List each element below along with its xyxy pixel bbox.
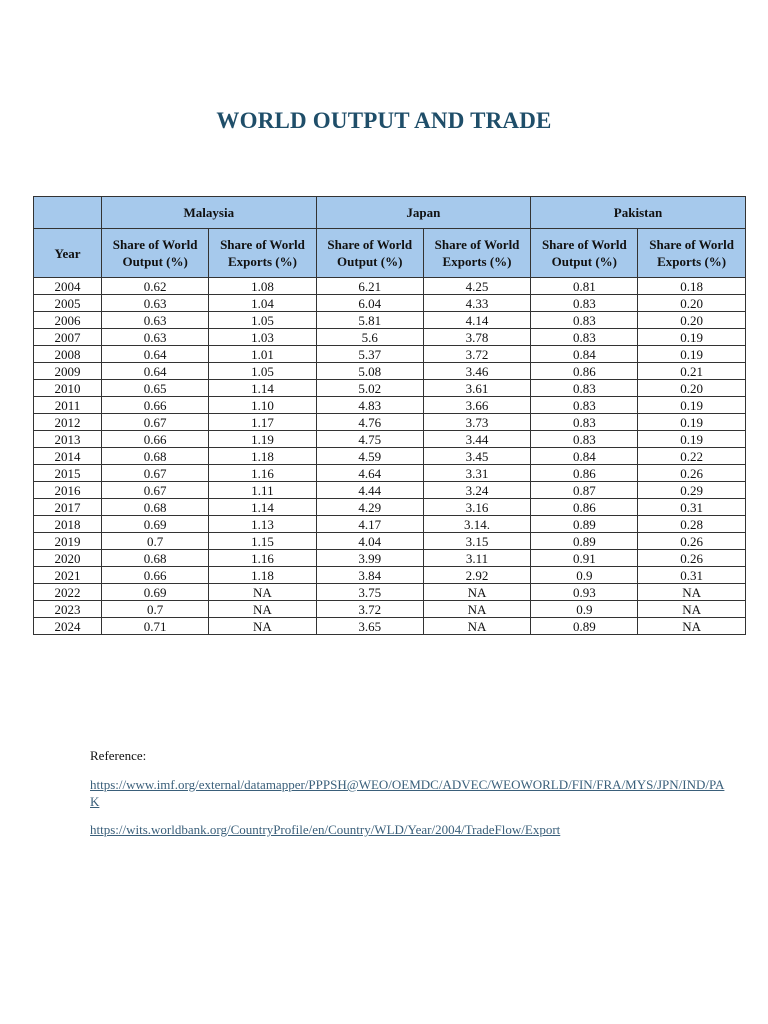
cell-malaysia-output: 0.66 [102,431,209,448]
cell-japan-output: 5.08 [316,363,423,380]
cell-pakistan-exports: 0.19 [638,431,745,448]
cell-japan-exports: 4.14 [423,312,530,329]
table-row [34,482,746,499]
cell-japan-output: 4.75 [316,431,423,448]
cell-japan-exports: 3.11 [423,550,530,567]
cell-malaysia-output: 0.69 [102,516,209,533]
cell-pakistan-exports: 0.28 [638,516,745,533]
cell-malaysia-exports: 1.17 [209,414,316,431]
cell-year: 2004 [34,278,102,295]
table-row [34,516,746,533]
cell-japan-exports: 3.45 [423,448,530,465]
cell-malaysia-output: 0.63 [102,329,209,346]
cell-year: 2013 [34,431,102,448]
cell-malaysia-output: 0.71 [102,618,209,635]
cell-japan-output: 5.37 [316,346,423,363]
cell-year: 2006 [34,312,102,329]
column-header-pakistan-exports: Share of World Exports (%) [638,229,745,278]
cell-japan-output: 5.02 [316,380,423,397]
cell-pakistan-output: 0.81 [531,278,638,295]
cell-pakistan-output: 0.89 [531,516,638,533]
cell-japan-exports: 4.33 [423,295,530,312]
cell-japan-exports: 3.66 [423,397,530,414]
cell-japan-exports: 3.16 [423,499,530,516]
table-row [34,346,746,363]
cell-japan-exports: NA [423,584,530,601]
cell-malaysia-output: 0.64 [102,346,209,363]
table-row [34,567,746,584]
cell-japan-exports: 3.61 [423,380,530,397]
cell-year: 2023 [34,601,102,618]
cell-japan-exports: 3.44 [423,431,530,448]
cell-pakistan-exports: NA [638,584,745,601]
year-header: Year [34,229,102,278]
table-row [34,448,746,465]
cell-pakistan-exports: 0.26 [638,533,745,550]
table-row [34,499,746,516]
cell-japan-output: 3.84 [316,567,423,584]
cell-japan-exports: 2.92 [423,567,530,584]
cell-pakistan-exports: 0.20 [638,312,745,329]
cell-pakistan-exports: 0.29 [638,482,745,499]
table-row [34,550,746,567]
reference-link-wits[interactable]: https://wits.worldbank.org/CountryProfile/en/Country/WLD/Year/2004/TradeFlow/Export [90,822,561,837]
table-row [34,618,746,635]
table-row [34,414,746,431]
table-row [34,584,746,601]
cell-japan-exports: NA [423,618,530,635]
cell-malaysia-exports: 1.16 [209,465,316,482]
country-header-row [34,197,746,229]
output-trade-table [33,196,746,635]
cell-year: 2017 [34,499,102,516]
cell-pakistan-output: 0.86 [531,465,638,482]
cell-malaysia-output: 0.68 [102,448,209,465]
cell-japan-exports: 3.15 [423,533,530,550]
cell-pakistan-exports: 0.31 [638,567,745,584]
cell-japan-exports: 3.78 [423,329,530,346]
cell-malaysia-output: 0.7 [102,533,209,550]
cell-pakistan-output: 0.9 [531,601,638,618]
column-header-malaysia-output: Share of World Output (%) [102,229,209,278]
cell-pakistan-exports: 0.19 [638,346,745,363]
cell-malaysia-exports: 1.05 [209,312,316,329]
cell-malaysia-output: 0.69 [102,584,209,601]
cell-japan-output: 4.17 [316,516,423,533]
cell-pakistan-exports: 0.22 [638,448,745,465]
cell-pakistan-output: 0.83 [531,397,638,414]
cell-malaysia-output: 0.65 [102,380,209,397]
cell-malaysia-output: 0.67 [102,482,209,499]
empty-header-cell [34,197,102,229]
cell-pakistan-exports: NA [638,601,745,618]
table-row [34,601,746,618]
cell-malaysia-output: 0.66 [102,567,209,584]
cell-year: 2022 [34,584,102,601]
cell-malaysia-output: 0.63 [102,295,209,312]
table-body [34,278,746,635]
cell-malaysia-output: 0.68 [102,499,209,516]
cell-malaysia-exports: 1.19 [209,431,316,448]
cell-pakistan-exports: 0.26 [638,465,745,482]
cell-japan-output: 5.6 [316,329,423,346]
cell-year: 2016 [34,482,102,499]
cell-japan-output: 3.75 [316,584,423,601]
cell-year: 2021 [34,567,102,584]
table-row [34,431,746,448]
cell-pakistan-output: 0.86 [531,363,638,380]
cell-pakistan-output: 0.83 [531,295,638,312]
cell-malaysia-exports: NA [209,601,316,618]
cell-malaysia-output: 0.62 [102,278,209,295]
column-header-row [34,229,746,278]
table-row [34,380,746,397]
cell-pakistan-output: 0.84 [531,346,638,363]
cell-pakistan-output: 0.9 [531,567,638,584]
cell-pakistan-exports: 0.19 [638,397,745,414]
cell-year: 2019 [34,533,102,550]
cell-year: 2011 [34,397,102,414]
cell-pakistan-output: 0.84 [531,448,638,465]
cell-malaysia-output: 0.63 [102,312,209,329]
table-row [34,533,746,550]
cell-japan-exports: 3.73 [423,414,530,431]
country-header-malaysia: Malaysia [102,197,317,229]
cell-malaysia-exports: 1.05 [209,363,316,380]
cell-japan-output: 3.99 [316,550,423,567]
cell-malaysia-exports: 1.11 [209,482,316,499]
cell-japan-output: 4.04 [316,533,423,550]
cell-malaysia-exports: 1.14 [209,380,316,397]
cell-japan-exports: 4.25 [423,278,530,295]
cell-year: 2010 [34,380,102,397]
cell-year: 2012 [34,414,102,431]
cell-year: 2018 [34,516,102,533]
cell-malaysia-exports: 1.10 [209,397,316,414]
cell-pakistan-exports: 0.19 [638,414,745,431]
cell-japan-exports: 3.31 [423,465,530,482]
table-row [34,312,746,329]
cell-year: 2008 [34,346,102,363]
cell-japan-exports: 3.14. [423,516,530,533]
cell-malaysia-output: 0.67 [102,414,209,431]
table-row [34,295,746,312]
cell-pakistan-exports: NA [638,618,745,635]
table-row [34,465,746,482]
cell-japan-output: 5.81 [316,312,423,329]
cell-japan-output: 4.29 [316,499,423,516]
cell-pakistan-exports: 0.20 [638,380,745,397]
cell-pakistan-exports: 0.21 [638,363,745,380]
table-row [34,363,746,380]
country-header-japan: Japan [316,197,531,229]
reference-section [90,748,730,849]
cell-japan-output: 6.04 [316,295,423,312]
page-title: WORLD OUTPUT AND TRADE [216,108,552,133]
column-header-japan-exports: Share of World Exports (%) [423,229,530,278]
cell-malaysia-output: 0.67 [102,465,209,482]
cell-pakistan-exports: 0.18 [638,278,745,295]
column-header-japan-output: Share of World Output (%) [316,229,423,278]
cell-malaysia-output: 0.66 [102,397,209,414]
cell-malaysia-exports: NA [209,584,316,601]
cell-japan-output: 4.64 [316,465,423,482]
cell-pakistan-output: 0.89 [531,533,638,550]
cell-year: 2024 [34,618,102,635]
cell-malaysia-exports: 1.01 [209,346,316,363]
cell-malaysia-exports: 1.18 [209,448,316,465]
cell-japan-output: 3.65 [316,618,423,635]
cell-malaysia-exports: 1.03 [209,329,316,346]
cell-japan-output: 4.44 [316,482,423,499]
cell-japan-exports: 3.24 [423,482,530,499]
cell-pakistan-output: 0.87 [531,482,638,499]
cell-japan-output: 4.83 [316,397,423,414]
cell-malaysia-exports: NA [209,618,316,635]
cell-japan-output: 3.72 [316,601,423,618]
cell-malaysia-exports: 1.08 [209,278,316,295]
reference-label: Reference: [90,748,147,763]
cell-pakistan-output: 0.89 [531,618,638,635]
cell-malaysia-exports: 1.14 [209,499,316,516]
cell-pakistan-exports: 0.19 [638,329,745,346]
country-header-pakistan: Pakistan [531,197,746,229]
table-row [34,278,746,295]
cell-malaysia-exports: 1.18 [209,567,316,584]
cell-malaysia-exports: 1.15 [209,533,316,550]
cell-japan-output: 6.21 [316,278,423,295]
cell-pakistan-output: 0.93 [531,584,638,601]
cell-japan-exports: NA [423,601,530,618]
column-header-pakistan-output: Share of World Output (%) [531,229,638,278]
cell-pakistan-exports: 0.26 [638,550,745,567]
cell-pakistan-output: 0.83 [531,414,638,431]
cell-malaysia-exports: 1.13 [209,516,316,533]
cell-pakistan-exports: 0.31 [638,499,745,516]
cell-year: 2009 [34,363,102,380]
table-row [34,397,746,414]
cell-pakistan-exports: 0.20 [638,295,745,312]
cell-malaysia-output: 0.7 [102,601,209,618]
cell-pakistan-output: 0.83 [531,329,638,346]
column-header-malaysia-exports: Share of World Exports (%) [209,229,316,278]
cell-pakistan-output: 0.91 [531,550,638,567]
cell-pakistan-output: 0.83 [531,431,638,448]
cell-malaysia-exports: 1.04 [209,295,316,312]
cell-japan-output: 4.76 [316,414,423,431]
cell-pakistan-output: 0.83 [531,380,638,397]
cell-year: 2007 [34,329,102,346]
cell-year: 2015 [34,465,102,482]
cell-japan-exports: 3.46 [423,363,530,380]
cell-malaysia-exports: 1.16 [209,550,316,567]
cell-year: 2020 [34,550,102,567]
reference-link-imf[interactable]: https://www.imf.org/external/datamapper/PPPSH@WEO/OEMDC/ADVEC/WEOWORLD/FIN/FRA/MYS/JPN/IND/PAK [90,777,725,809]
cell-japan-output: 4.59 [316,448,423,465]
cell-year: 2005 [34,295,102,312]
table-row [34,329,746,346]
cell-pakistan-output: 0.83 [531,312,638,329]
cell-pakistan-output: 0.86 [531,499,638,516]
cell-malaysia-output: 0.64 [102,363,209,380]
cell-japan-exports: 3.72 [423,346,530,363]
cell-year: 2014 [34,448,102,465]
cell-malaysia-output: 0.68 [102,550,209,567]
